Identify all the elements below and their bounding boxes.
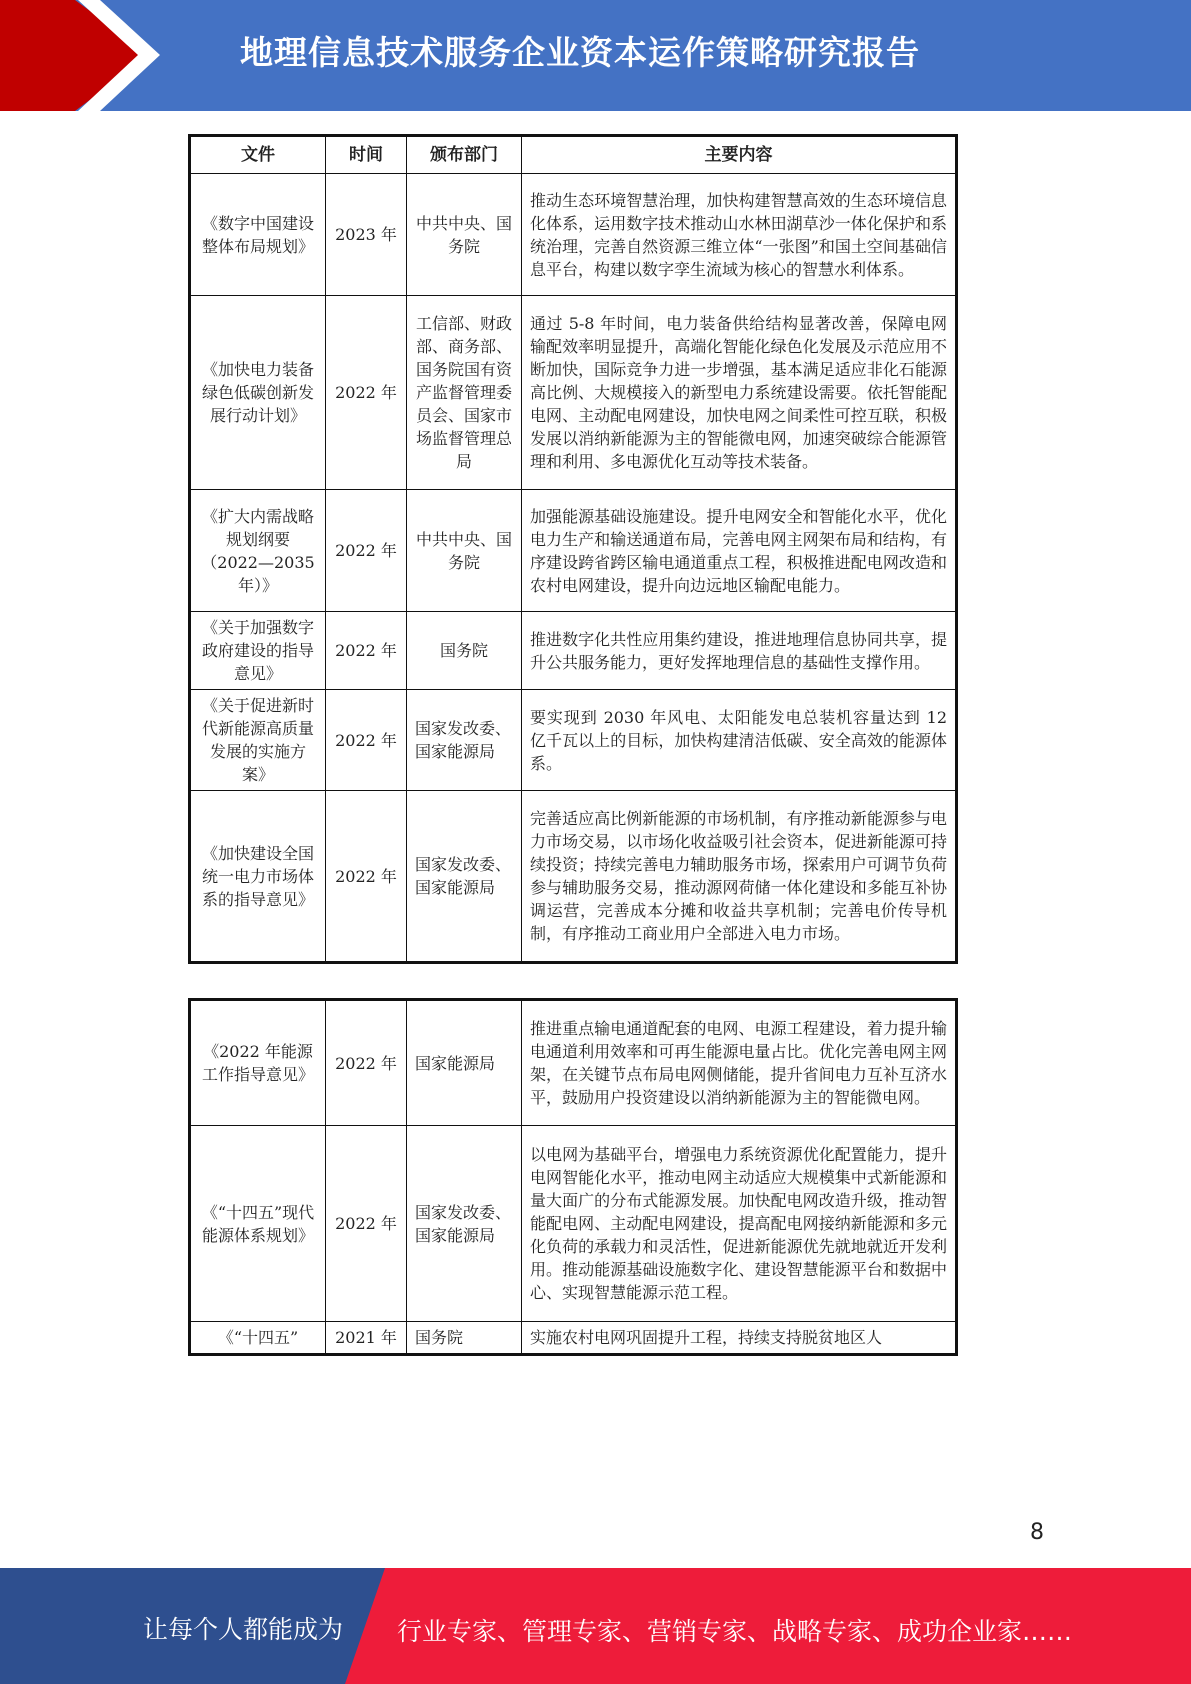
cell-time: 2022 年 xyxy=(326,1000,407,1126)
cell-doc: 《“十四五” xyxy=(190,1322,326,1355)
cell-doc: 《关于促进新时代新能源高质量发展的实施方案》 xyxy=(190,690,326,791)
report-title: 地理信息技术服务企业资本运作策略研究报告 xyxy=(240,33,920,72)
cell-time: 2022 年 xyxy=(326,490,407,612)
cell-doc: 《数字中国建设整体布局规划》 xyxy=(190,174,326,296)
table-row xyxy=(190,296,957,490)
cell-doc: 《加快建设全国统一电力市场体系的指导意见》 xyxy=(190,791,326,963)
cell-content: 完善适应高比例新能源的市场机制，有序推动新能源参与电力市场交易，以市场化收益吸引社会资本，促进新能源可持续投资；持续完善电力辅助服务市场，探索用户可调节负荷参与辅助服务交易，推动源网荷储一体化建设和多能互补协调运营，完善成本分摊和收益共享机制；完善电价传导机制，有序推动工商业用户全部进入电力市场。 xyxy=(522,791,957,963)
page-footer xyxy=(0,1568,1191,1684)
col-header-dept: 颁布部门 xyxy=(407,136,522,174)
cell-dept: 国家能源局 xyxy=(407,1000,522,1126)
cell-doc: 《加快电力装备绿色低碳创新发展行动计划》 xyxy=(190,296,326,490)
table-row xyxy=(190,791,957,963)
cell-dept: 国务院 xyxy=(407,612,522,690)
col-header-doc: 文件 xyxy=(190,136,326,174)
table-row xyxy=(190,690,957,791)
cell-doc: 《关于加强数字政府建设的指导意见》 xyxy=(190,612,326,690)
footer-slogan-left: 让每个人都能成为 xyxy=(143,1615,344,1644)
cell-time: 2022 年 xyxy=(326,791,407,963)
cell-content: 推进数字化共性应用集约建设，推进地理信息协同共享，提升公共服务能力，更好发挥地理信息的基础性支撑作用。 xyxy=(522,612,957,690)
cell-content: 实施农村电网巩固提升工程，持续支持脱贫地区人 xyxy=(522,1322,957,1355)
cell-dept: 国家发改委、国家能源局 xyxy=(407,1126,522,1322)
cell-time: 2022 年 xyxy=(326,690,407,791)
page-number: 8 xyxy=(1030,1520,1044,1545)
policy-table xyxy=(188,134,958,964)
policy-table-continued xyxy=(188,998,958,1356)
cell-doc: 《扩大内需战略规划纲要（2022—2035 年）》 xyxy=(190,490,326,612)
cell-dept: 国家发改委、国家能源局 xyxy=(407,690,522,791)
cell-time: 2022 年 xyxy=(326,612,407,690)
cell-content: 要实现到 2030 年风电、太阳能发电总装机容量达到 12 亿千瓦以上的目标，加快构建清洁低碳、安全高效的能源体系。 xyxy=(522,690,957,791)
cell-content: 推动生态环境智慧治理，加快构建智慧高效的生态环境信息化体系，运用数字技术推动山水林田湖草沙一体化保护和系统治理，完善自然资源三维立体“一张图”和国土空间基础信息平台，构建以数字孪生流域为核心的智慧水利体系。 xyxy=(522,174,957,296)
cell-dept: 中共中央、国务院 xyxy=(407,174,522,296)
table-header-row xyxy=(190,136,957,174)
cell-dept: 中共中央、国务院 xyxy=(407,490,522,612)
table-row xyxy=(190,1322,957,1355)
cell-time: 2022 年 xyxy=(326,296,407,490)
table-row xyxy=(190,1000,957,1126)
cell-dept: 国务院 xyxy=(407,1322,522,1355)
cell-content: 通过 5-8 年时间，电力装备供给结构显著改善，保障电网输配效率明显提升，高端化智能化绿色化发展及示范应用不断加快，国际竞争力进一步增强，基本满足适应非化石能源高比例、大规模接入的新型电力系统建设需要。依托智能配电网、主动配电网建设，加快电网之间柔性可控互联，积极发展以消纳新能源为主的智能微电网，加速突破综合能源管理和利用、多电源优化互动等技术装备。 xyxy=(522,296,957,490)
col-header-content: 主要内容 xyxy=(522,136,957,174)
cell-content: 以电网为基础平台，增强电力系统资源优化配置能力，提升电网智能化水平，推动电网主动适应大规模集中式新能源和量大面广的分布式能源发展。加快配电网改造升级，推动智能配电网、主动配电网建设，提高配电网接纳新能源和多元化负荷的承载力和灵活性，促进新能源优先就地就近开发利用。推动能源基础设施数字化、建设智慧能源平台和数据中心、实现智慧能源示范工程。 xyxy=(522,1126,957,1322)
cell-dept: 国家发改委、国家能源局 xyxy=(407,791,522,963)
cell-doc: 《“十四五”现代能源体系规划》 xyxy=(190,1126,326,1322)
cell-doc: 《2022 年能源工作指导意见》 xyxy=(190,1000,326,1126)
cell-time: 2021 年 xyxy=(326,1322,407,1355)
page-header xyxy=(0,0,1191,111)
footer-slogan-right: 行业专家、管理专家、营销专家、战略专家、成功企业家…… xyxy=(397,1617,1073,1646)
cell-time: 2022 年 xyxy=(326,1126,407,1322)
cell-content: 加强能源基础设施建设。提升电网安全和智能化水平，优化电力生产和输送通道布局，完善电网主网架布局和结构，有序建设跨省跨区输电通道重点工程，积极推进配电网改造和农村电网建设，提升向边远地区输配电能力。 xyxy=(522,490,957,612)
table-row xyxy=(190,490,957,612)
table-row xyxy=(190,1126,957,1322)
cell-time: 2023 年 xyxy=(326,174,407,296)
cell-dept: 工信部、财政部、商务部、国务院国有资产监督管理委员会、国家市场监督管理总局 xyxy=(407,296,522,490)
col-header-time: 时间 xyxy=(326,136,407,174)
table-row xyxy=(190,612,957,690)
cell-content: 推进重点输电通道配套的电网、电源工程建设，着力提升输电通道利用效率和可再生能源电量占比。优化完善电网主网架，在关键节点布局电网侧储能，提升省间电力互补互济水平，鼓励用户投资建设以消纳新能源为主的智能微电网。 xyxy=(522,1000,957,1126)
table-row xyxy=(190,174,957,296)
